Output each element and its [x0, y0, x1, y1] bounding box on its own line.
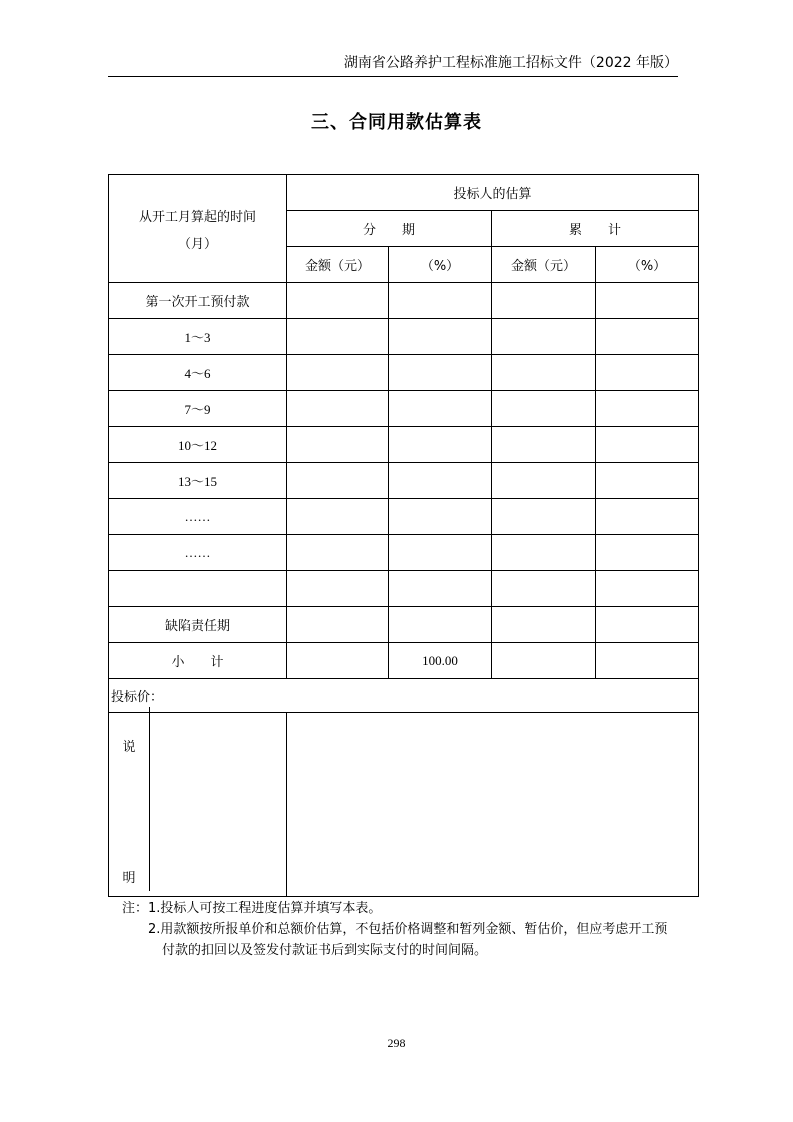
table-cell[interactable]: [287, 535, 389, 571]
cumulative-amount-header: 金额（元）: [492, 247, 596, 283]
table-cell[interactable]: [287, 319, 389, 355]
table-cell[interactable]: [287, 463, 389, 499]
note-line-1: 注：1.投标人可按工程进度估算并填写本表。: [122, 901, 382, 916]
table-body: [109, 283, 699, 643]
table-cell[interactable]: [389, 535, 492, 571]
table-cell[interactable]: [287, 607, 389, 643]
table-cell[interactable]: [389, 463, 492, 499]
table-cell[interactable]: [492, 463, 596, 499]
table-row: [109, 427, 699, 463]
table-cell[interactable]: [596, 283, 699, 319]
table-cell[interactable]: [596, 607, 699, 643]
table-row: [109, 355, 699, 391]
row-label: ……: [109, 499, 287, 535]
notes: [122, 898, 722, 961]
table-row: [109, 283, 699, 319]
table-row: [109, 535, 699, 571]
table-cell[interactable]: [287, 643, 389, 679]
table-row: [109, 607, 699, 643]
table-cell[interactable]: [596, 427, 699, 463]
bid-price-label: 投标价：: [111, 690, 164, 705]
table-cell[interactable]: [287, 391, 389, 427]
table-cell[interactable]: [596, 571, 699, 607]
table-row: [109, 319, 699, 355]
remark-content[interactable]: [287, 713, 699, 897]
note-line-2: 2.用款额按所报单价和总额价估算，不包括价格调整和暂列金额、暂估价，但应考虑开工预: [148, 922, 668, 937]
installment-percent-header: （%）: [389, 247, 492, 283]
installment-amount-header: 金额（元）: [287, 247, 389, 283]
table-cell[interactable]: [492, 319, 596, 355]
table-cell[interactable]: [389, 319, 492, 355]
row-label: 7～9: [109, 391, 287, 427]
table-cell[interactable]: [596, 355, 699, 391]
note-line-3: 付款的扣回以及签发付款证书后到实际支付的时间间隔。: [162, 943, 488, 958]
subtotal-percent: 100.00: [389, 643, 492, 679]
row-label: [109, 571, 287, 607]
table-cell[interactable]: [389, 571, 492, 607]
page-number: 298: [387, 1036, 406, 1050]
page-title: 三、合同用款估算表: [311, 112, 482, 133]
table-cell[interactable]: [596, 463, 699, 499]
table-cell[interactable]: [287, 571, 389, 607]
table-cell[interactable]: [596, 535, 699, 571]
row-label: 4～6: [109, 355, 287, 391]
table-cell[interactable]: [596, 319, 699, 355]
time-header-cell: [109, 175, 287, 283]
cumulative-percent-header: （%）: [596, 247, 699, 283]
table-cell[interactable]: [492, 643, 596, 679]
header-text: 湖南省公路养护工程标准施工招标文件（2022 年版）: [343, 55, 678, 71]
row-label: 1～3: [109, 319, 287, 355]
time-header: 从开工月算起的时间: [138, 209, 256, 225]
installment-header: 分 期: [287, 211, 492, 247]
bidder-estimate-header: 投标人的估算: [287, 175, 699, 211]
table-cell[interactable]: [492, 427, 596, 463]
table-cell[interactable]: [492, 571, 596, 607]
table-row: [109, 499, 699, 535]
table-cell[interactable]: [389, 355, 492, 391]
table-cell[interactable]: [389, 427, 492, 463]
table-cell[interactable]: [389, 499, 492, 535]
table-cell[interactable]: [492, 535, 596, 571]
row-label: 13～15: [109, 463, 287, 499]
table-cell[interactable]: [287, 283, 389, 319]
row-label: 10～12: [109, 427, 287, 463]
table-cell[interactable]: [492, 355, 596, 391]
table-row: [109, 571, 699, 607]
table-row: [109, 463, 699, 499]
row-label: ……: [109, 535, 287, 571]
table-row: [109, 391, 699, 427]
subtotal-label: 小 计: [109, 643, 287, 679]
page-header: [108, 50, 678, 77]
table-cell[interactable]: [596, 643, 699, 679]
table-cell[interactable]: [596, 391, 699, 427]
table-cell[interactable]: [287, 355, 389, 391]
table-cell[interactable]: [287, 499, 389, 535]
table-cell[interactable]: [389, 283, 492, 319]
table-cell[interactable]: [492, 391, 596, 427]
remark-char-2: 明: [122, 870, 136, 886]
table-cell[interactable]: [596, 499, 699, 535]
table-cell[interactable]: [389, 607, 492, 643]
row-label: 第一次开工预付款: [109, 283, 287, 319]
table-cell[interactable]: [492, 499, 596, 535]
row-label: 缺陷责任期: [109, 607, 287, 643]
table-cell[interactable]: [492, 607, 596, 643]
table-cell[interactable]: [389, 391, 492, 427]
table-cell[interactable]: [287, 427, 389, 463]
remark-label-cell: [109, 713, 287, 897]
cumulative-header: 累 计: [492, 211, 699, 247]
remark-char-1: 说: [122, 739, 136, 755]
time-unit: （月）: [177, 236, 217, 252]
estimate-table: [108, 174, 699, 897]
table-cell[interactable]: [492, 283, 596, 319]
